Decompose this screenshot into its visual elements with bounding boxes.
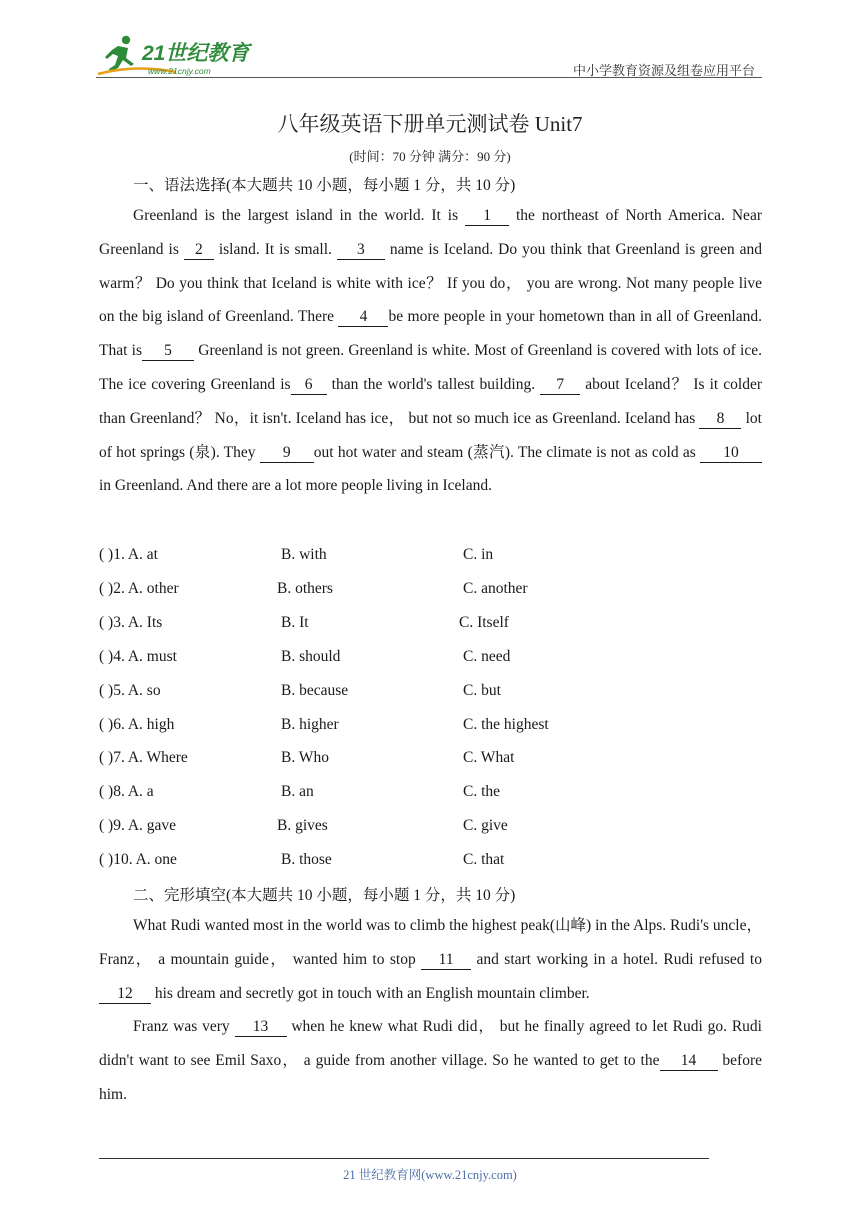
- blank-11[interactable]: 11: [421, 951, 471, 970]
- footer-text: 21 世纪教育网(www.21cnjy.com): [343, 1168, 517, 1182]
- svg-text:21世纪教育: 21世纪教育: [142, 42, 250, 65]
- footer-divider: [99, 1158, 709, 1159]
- page-title: 八年级英语下册单元测试卷 Unit7: [277, 112, 583, 136]
- header-divider: [96, 77, 762, 78]
- section2-heading: 二、完形填空(本大题共 10 小题，每小题 1 分，共 10 分): [133, 887, 516, 904]
- blank-3[interactable]: 3: [337, 241, 385, 260]
- section2-passage: What Rudi wanted most in the world was to climb the highest peak(山峰) in the Alps. Rudi's uncle， Franz， a mountain guide， wanted him to stop 11 and start working in a hotel. Rudi refused to 12 his dream and secretly got in touch with an English mountain climber. Franz was very 13 when he knew what Rudi did， but he finally agreed to let Rudi go. Rudi didn't want to see Emil Saxo， a guide from another village. So he wanted to get to the 14 before him.: [99, 917, 762, 1103]
- blank-2[interactable]: 2: [184, 241, 214, 260]
- section1-passage: Greenland is the largest island in the world. It is 1 the northeast of North America. Near Greenland is 2 island. It is small. 3 name is Iceland. Do you think that Greenland is green and warm？ Do you think that Iceland is white with ice？ If you do， you are wrong. Not many people live on the big island of Greenland. There 4 be more people in your hometown than in all of Greenland. That is 5 Greenland is not green. Greenland is white. Most of Greenland is covered with lots of ice. The ice covering Greenland is 6 than the world's tallest building. 7 about Iceland？ Is it colder than Greenland？ No，it isn't. Iceland has ice， but not so much ice as Greenland. Iceland has 8 lot of hot springs (泉). They 9 out hot water and steam (蒸汽). The climate is not as cold as 10in Greenland. And there are a lot more people living in Iceland.: [99, 207, 763, 495]
- blank-12[interactable]: 12: [99, 985, 151, 1004]
- svg-text:www.21cnjy.com: www.21cnjy.com: [148, 66, 211, 76]
- site-logo: [96, 34, 266, 80]
- blank-14[interactable]: 14: [660, 1052, 718, 1071]
- exam-info: (时间：70 分钟 满分：90 分): [349, 149, 511, 164]
- section1-heading: 一、语法选择(本大题共 10 小题，每小题 1 分，共 10 分): [133, 177, 516, 194]
- blank-9[interactable]: 9: [260, 444, 314, 463]
- blank-8[interactable]: 8: [699, 410, 741, 429]
- blank-5[interactable]: 5: [142, 342, 194, 361]
- blank-13[interactable]: 13: [235, 1018, 287, 1037]
- blank-6[interactable]: 6: [291, 376, 327, 395]
- blank-4[interactable]: 4: [338, 308, 388, 327]
- blank-10[interactable]: 10: [700, 444, 762, 463]
- blank-1[interactable]: 1: [465, 207, 509, 226]
- blank-7[interactable]: 7: [540, 376, 580, 395]
- platform-name: 中小学教育资源及组卷应用平台: [572, 63, 755, 78]
